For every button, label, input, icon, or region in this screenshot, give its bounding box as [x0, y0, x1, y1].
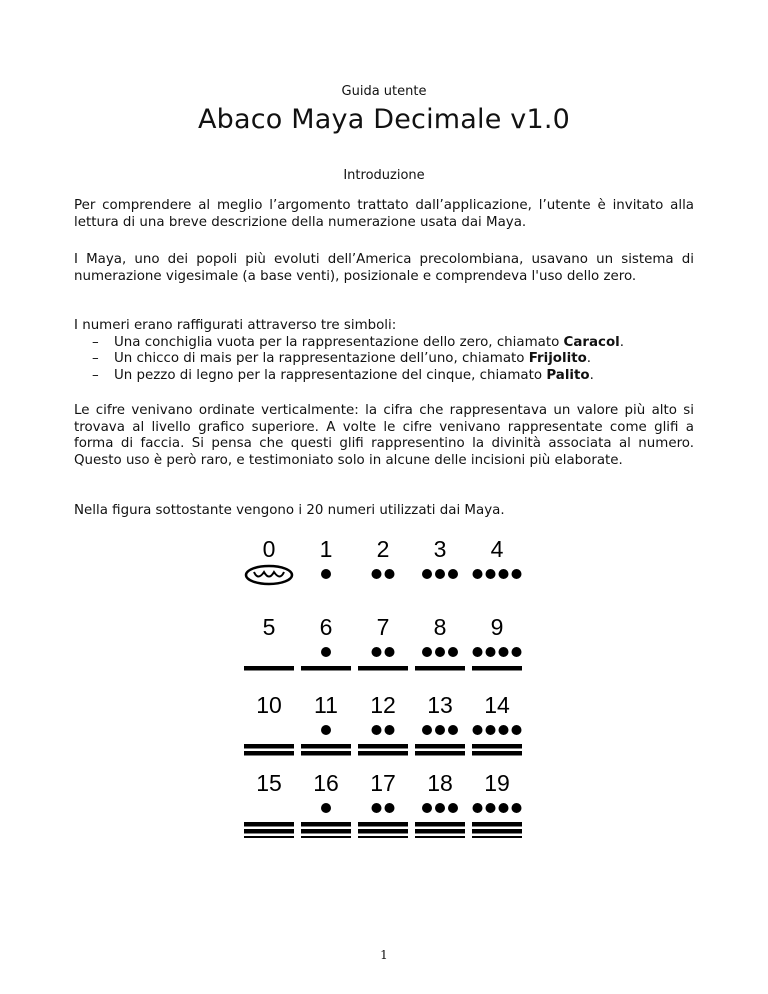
- bar-glyph: [415, 666, 465, 671]
- bar-glyph: [415, 751, 465, 756]
- dot-glyph: [435, 803, 445, 813]
- dot-glyph: [499, 803, 509, 813]
- dot-glyph: [499, 725, 509, 735]
- numeral-label: 0: [262, 536, 276, 562]
- bar-glyph: [301, 822, 351, 827]
- numeral-label: 18: [427, 770, 453, 796]
- bar-glyph: [301, 829, 351, 834]
- symbols-list: [74, 335, 694, 385]
- bar-glyph: [244, 666, 294, 671]
- dot-glyph: [486, 569, 496, 579]
- symbols-intro: I numeri erano raffigurati attraverso tre simboli:: [74, 318, 397, 333]
- numeral-label: 3: [433, 536, 447, 562]
- dot-glyph: [435, 569, 445, 579]
- numeral-label: 6: [319, 614, 333, 640]
- numeral-label: 1: [319, 536, 333, 562]
- bar-glyph: [358, 751, 408, 756]
- bar-glyph: [472, 836, 522, 838]
- paragraph-ordering: Le cifre venivano ordinate verticalmente: la cifra che rappresentava un valore più alto si trovava al livello grafico superiore. A volte le cifre venivano rappresentate come glifi a forma di faccia. Si pensa che questi glifi rappresentino la divinità associata al numero. Questo uso è però raro, e testimoniato solo in alcune delle incisioni più elaborate.: [74, 403, 694, 468]
- list-item: – Una conchiglia vuota per la rappresentazione dello zero, chiamato Caracol.: [92, 334, 625, 350]
- bar-glyph: [358, 822, 408, 827]
- numeral-label: 4: [490, 536, 504, 562]
- dot-glyph: [448, 647, 458, 657]
- dot-glyph: [512, 647, 522, 657]
- dot-glyph: [422, 569, 432, 579]
- paragraph-intro: Per comprendere al meglio l’argomento trattato dall’applicazione, l’utente è invitato alla lettura di una breve descrizione della numerazione usata dai Maya.: [74, 198, 694, 230]
- doc-title: Abaco Maya Decimale v1.0: [197, 104, 571, 135]
- numeral-label: 19: [484, 770, 510, 796]
- numeral-label: 13: [427, 692, 453, 718]
- dot-glyph: [321, 725, 331, 735]
- dot-glyph: [385, 647, 395, 657]
- dot-glyph: [321, 569, 331, 579]
- paragraph-figure-caption: Nella figura sottostante vengono i 20 numeri utilizzati dai Maya.: [74, 503, 505, 518]
- shell-glyph-detail: [254, 572, 284, 577]
- dot-glyph: [473, 725, 483, 735]
- bar-glyph: [358, 744, 408, 749]
- paragraph-maya: I Maya, uno dei popoli più evoluti dell’America precolombiana, usavano un sistema di numerazione vigesimale (a base venti), posizionale e comprendeva l'uso dello zero.: [74, 252, 694, 284]
- bar-glyph: [415, 744, 465, 749]
- page-number: 1: [380, 948, 388, 962]
- dot-glyph: [486, 803, 496, 813]
- dot-glyph: [422, 725, 432, 735]
- shell-glyph: [246, 566, 292, 584]
- dot-glyph: [385, 803, 395, 813]
- bar-glyph: [415, 822, 465, 827]
- dot-glyph: [486, 647, 496, 657]
- dot-glyph: [372, 569, 382, 579]
- doc-subtitle: Guida utente: [341, 84, 427, 99]
- bar-glyph: [358, 836, 408, 838]
- dot-glyph: [473, 647, 483, 657]
- maya-numerals-figure: [236, 532, 536, 838]
- dot-glyph: [435, 725, 445, 735]
- dot-glyph: [435, 647, 445, 657]
- dot-glyph: [385, 725, 395, 735]
- dot-glyph: [372, 647, 382, 657]
- numeral-label: 10: [256, 692, 282, 718]
- numeral-label: 15: [256, 770, 282, 796]
- dot-glyph: [486, 725, 496, 735]
- bar-glyph: [472, 822, 522, 827]
- bar-glyph: [301, 666, 351, 671]
- bar-glyph: [358, 829, 408, 834]
- bar-glyph: [358, 666, 408, 671]
- dot-glyph: [448, 803, 458, 813]
- dot-glyph: [321, 647, 331, 657]
- numeral-label: 8: [433, 614, 447, 640]
- section-heading: Introduzione: [343, 168, 425, 183]
- dot-glyph: [448, 725, 458, 735]
- numeral-label: 2: [376, 536, 390, 562]
- bar-glyph: [244, 751, 294, 756]
- numeral-label: 7: [376, 614, 390, 640]
- bar-glyph: [472, 829, 522, 834]
- dot-glyph: [372, 725, 382, 735]
- numeral-label: 17: [370, 770, 396, 796]
- dot-glyph: [499, 647, 509, 657]
- list-item: – Un chicco di mais per la rappresentazione dell’uno, chiamato Frijolito.: [92, 351, 592, 366]
- bar-glyph: [301, 751, 351, 756]
- dot-glyph: [422, 647, 432, 657]
- numeral-label: 5: [262, 614, 276, 640]
- bar-glyph: [472, 744, 522, 749]
- dot-glyph: [422, 803, 432, 813]
- bar-glyph: [244, 829, 294, 834]
- bar-glyph: [472, 751, 522, 756]
- list-item: – Un pezzo di legno per la rappresentazione del cinque, chiamato Palito.: [92, 367, 594, 383]
- bar-glyph: [472, 666, 522, 671]
- numeral-label: 9: [490, 614, 504, 640]
- numeral-label: 16: [313, 770, 339, 796]
- dot-glyph: [499, 569, 509, 579]
- bar-glyph: [244, 822, 294, 827]
- numeral-label: 14: [484, 692, 510, 718]
- bar-glyph: [415, 836, 465, 838]
- dot-glyph: [448, 569, 458, 579]
- dot-glyph: [473, 803, 483, 813]
- dot-glyph: [321, 803, 331, 813]
- symbols-block: [74, 318, 694, 384]
- dot-glyph: [512, 569, 522, 579]
- dot-glyph: [512, 725, 522, 735]
- dot-glyph: [385, 569, 395, 579]
- bar-glyph: [415, 829, 465, 834]
- bar-glyph: [244, 836, 294, 838]
- dot-glyph: [473, 569, 483, 579]
- numeral-label: 11: [314, 692, 338, 718]
- bar-glyph: [244, 744, 294, 749]
- numeral-label: 12: [370, 692, 396, 718]
- bar-glyph: [301, 836, 351, 838]
- dot-glyph: [512, 803, 522, 813]
- dot-glyph: [372, 803, 382, 813]
- bar-glyph: [301, 744, 351, 749]
